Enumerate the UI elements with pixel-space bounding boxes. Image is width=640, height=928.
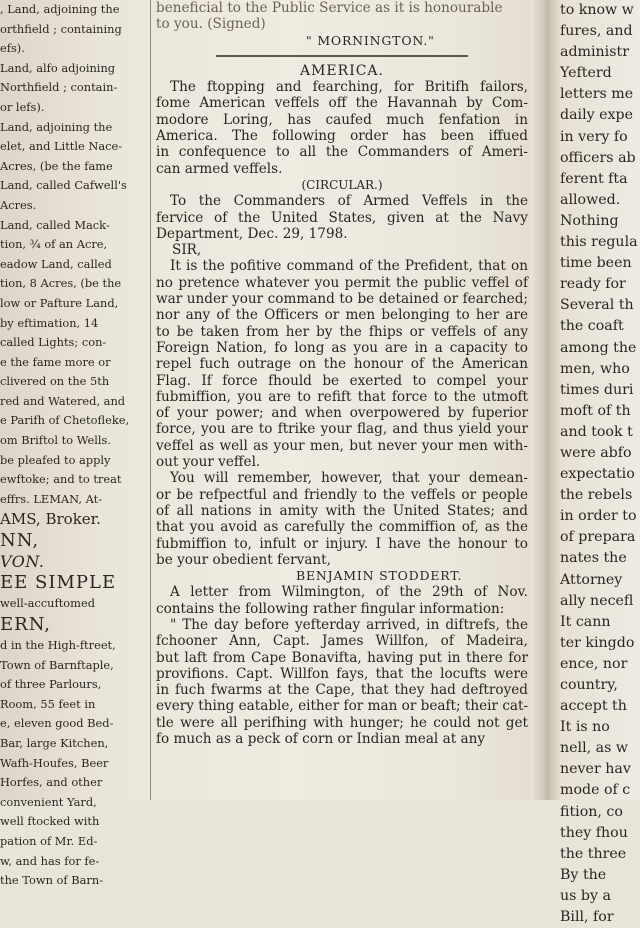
conduct-line: fubmiffion to, infult or injury. I have the honour to bbox=[156, 535, 528, 552]
left-column-line: Horfes, and other bbox=[0, 775, 103, 790]
right-column-line: to know w bbox=[560, 2, 634, 18]
left-column-line: Land, called Mack- bbox=[0, 217, 110, 232]
right-column-line: never hav bbox=[560, 761, 631, 778]
previous-article-line: to you. (Signed) bbox=[156, 16, 266, 33]
right-column-line: It is no bbox=[560, 719, 610, 736]
right-column-line: Yefterd bbox=[560, 65, 612, 82]
intro-line: in confequence to all the Commanders of Ameri- bbox=[156, 144, 528, 161]
order-line: of your power; and when overpowered by fuperior bbox=[156, 405, 528, 422]
left-column-line: Town of Barnftaple, bbox=[0, 657, 114, 672]
left-column-line: low or Pafture Land, bbox=[0, 295, 119, 310]
right-column-line: Several th bbox=[560, 297, 634, 314]
page-fold-shadow bbox=[530, 0, 562, 800]
right-column-line: officers ab bbox=[560, 149, 636, 166]
conduct-line: You will remember, however, that your demean- bbox=[170, 470, 528, 487]
left-column-line: tion, ¾ of an Acre, bbox=[0, 237, 108, 252]
column-rule-left bbox=[150, 0, 151, 800]
letter-intro-line: contains the following rather fingular information: bbox=[156, 600, 505, 617]
circular-label: (CIRCULAR.) bbox=[301, 177, 383, 192]
right-column-line: among the bbox=[560, 339, 637, 356]
letter-body-line: " The day before yefterday arrived, in diftrefs, the bbox=[170, 616, 528, 633]
right-column-line: in order to bbox=[560, 508, 637, 525]
letter-body-line: tle were all perifhing with hunger; he could not get bbox=[156, 714, 528, 731]
left-column-line: e the fame more or bbox=[0, 354, 111, 369]
right-column-line: moft of th bbox=[560, 402, 631, 419]
order-line: It is the pofitive command of the Prefident, that on bbox=[170, 258, 528, 275]
left-column-line: convenient Yard, bbox=[0, 794, 97, 809]
left-column-line: the Town of Barn- bbox=[0, 873, 104, 888]
conduct-line: or be refpectful and friendly to the veffels or people bbox=[156, 486, 528, 503]
right-column-line: country, bbox=[560, 677, 618, 693]
right-column-line: us by a bbox=[560, 887, 611, 904]
left-column-line: well ftocked with bbox=[0, 814, 100, 829]
left-column-line: VON. bbox=[0, 552, 45, 572]
conduct-line: that you avoid as carefully the commiffion of, as the bbox=[156, 519, 528, 536]
right-column-line: time been bbox=[560, 255, 632, 272]
right-column-line: fition, co bbox=[560, 803, 623, 820]
left-column-line: e, eleven good Bed- bbox=[0, 716, 114, 731]
right-column-line: and took t bbox=[560, 423, 633, 440]
right-column-line: in very fo bbox=[560, 128, 628, 145]
right-column-line: Nothing bbox=[560, 212, 619, 229]
order-line: fubmiffion, you are to refift that force to the utmoft bbox=[156, 388, 528, 405]
salutation: SIR, bbox=[172, 242, 202, 259]
left-column-line: Land, adjoining the bbox=[0, 119, 113, 134]
right-column-line: Bill, for bbox=[560, 909, 614, 926]
wilmington-letter-intro bbox=[156, 584, 528, 617]
right-column-line: It cann bbox=[560, 613, 611, 630]
left-column-line: tion, 8 Acres, (be the bbox=[0, 276, 122, 291]
left-column-line: clivered on the 5th bbox=[0, 374, 110, 389]
conduct-paragraph bbox=[156, 470, 528, 568]
left-column-line: e Parifh of Chetofleke, bbox=[0, 413, 130, 428]
wilmington-letter-body bbox=[156, 617, 528, 747]
left-column-line: or lefs). bbox=[0, 99, 45, 114]
right-column-line: Attorney bbox=[560, 571, 623, 588]
left-column-line: Land, alfo adjoining bbox=[0, 60, 116, 75]
order-line: nor any of the Officers or men belonging to her are bbox=[156, 307, 528, 324]
right-column-line: By the bbox=[560, 866, 607, 883]
article-heading: AMERICA. bbox=[299, 62, 384, 79]
order-line: war under your command to be detained or fearched; bbox=[156, 291, 528, 308]
address-line: Department, Dec. 29, 1798. bbox=[156, 225, 348, 242]
left-column-line: Acres. bbox=[0, 197, 37, 212]
order-line: Flag. If force fhould be exerted to compel your bbox=[156, 372, 528, 389]
left-column bbox=[0, 0, 146, 888]
right-column-line: expectatio bbox=[560, 466, 635, 483]
left-column-line: effrs. LEMAN, At- bbox=[0, 491, 103, 506]
conduct-line: of all nations in amity with the United States; and bbox=[156, 502, 528, 519]
right-column-line: the three bbox=[560, 845, 627, 862]
stoddert-signature: BENJAMIN STODDERT. bbox=[296, 568, 463, 584]
right-column-line: they fhou bbox=[560, 824, 628, 841]
center-column bbox=[156, 0, 528, 800]
right-column-line: mode of c bbox=[560, 782, 631, 799]
letter-body-line: every thing eatable, either for man or beaft; their cat- bbox=[156, 698, 529, 715]
previous-article-line: beneficial to the Public Service as it is honourable bbox=[156, 0, 503, 16]
right-column-line: ter kingdo bbox=[560, 634, 635, 651]
address-line: fervice of the United States, given at the Navy bbox=[156, 209, 528, 226]
right-column-line: letters me bbox=[560, 86, 634, 103]
left-column-line: efs). bbox=[0, 41, 25, 56]
intro-line: America. The following order has been iffued bbox=[156, 128, 528, 145]
right-column-line: were abfo bbox=[560, 444, 632, 461]
right-column-line: ready for bbox=[560, 276, 626, 293]
left-column-line: , Land, adjoining the bbox=[0, 2, 120, 16]
left-column-line: Northfield ; contain- bbox=[0, 80, 118, 95]
intro-line: can armed veffels. bbox=[156, 160, 283, 177]
order-line: no pretence whatever you permit the public veffel of bbox=[156, 274, 528, 291]
right-column-line: this regula bbox=[560, 234, 638, 251]
address-line: To the Commanders of Armed Veffels in the bbox=[170, 193, 528, 210]
letter-intro-line: A letter from Wilmington, of the 29th of Nov. bbox=[170, 584, 528, 601]
left-column-line: Room, 55 feet in bbox=[0, 696, 96, 711]
letter-body-line: but laft from Cape Bonavifta, having put in there for bbox=[156, 649, 528, 666]
right-column-line: administr bbox=[560, 44, 629, 61]
right-column-line: nell, as w bbox=[560, 740, 629, 757]
order-line: out your veffel. bbox=[156, 454, 261, 471]
right-column-line: ferent fta bbox=[560, 170, 628, 187]
right-column-line: nates the bbox=[560, 550, 627, 567]
right-column bbox=[560, 0, 640, 926]
right-column-line: times duri bbox=[560, 381, 634, 398]
left-column-line: red and Watered, and bbox=[0, 393, 126, 408]
left-column-line: Land, called Cafwell's bbox=[0, 178, 127, 193]
left-column-line: Bar, large Kitchen, bbox=[0, 736, 109, 750]
left-column-line: w, and has for fe- bbox=[0, 853, 100, 868]
left-column-line: d in the High-ftreet, bbox=[0, 638, 116, 653]
right-column-line: men, who bbox=[560, 360, 630, 377]
left-column-line: ERN, bbox=[0, 614, 52, 636]
order-line: veffel as well as your men, but never your men with- bbox=[156, 437, 528, 454]
right-column-line: ally necefl bbox=[560, 592, 634, 609]
mornington-signature: " MORNINGTON." bbox=[306, 32, 435, 48]
letter-body-line: in fuch fwarms at the Cape, that they had deftroyed bbox=[156, 682, 528, 699]
letter-body-line: fchooner Ann, Capt. James Willfon, of Madeira, bbox=[156, 633, 528, 650]
right-column-line: fures, and bbox=[560, 23, 633, 40]
order-line: Foreign Nation, fo long as you are in a capacity to bbox=[156, 339, 528, 356]
left-column-line: Acres, (be the fame bbox=[0, 158, 113, 173]
article-intro bbox=[156, 79, 528, 177]
left-column-line: elet, and Little Nace- bbox=[0, 139, 123, 154]
left-column-line: EE SIMPLE bbox=[0, 572, 117, 594]
left-column-line: om Briftol to Wells. bbox=[0, 433, 111, 448]
order-line: to be taken from her by the fhips or veffels of any bbox=[156, 323, 528, 340]
left-column-line: be pleafed to apply bbox=[0, 452, 111, 467]
right-column-line: daily expe bbox=[560, 107, 634, 124]
left-column-line: by eftimation, 14 bbox=[0, 315, 99, 330]
letter-body-line: provifions. Capt. Willfon fays, that the locufts were bbox=[156, 665, 528, 682]
intro-line: modore Loring, has caufed much fenfation in bbox=[156, 111, 528, 128]
right-column-line: allowed. bbox=[560, 191, 621, 208]
left-column-line: pation of Mr. Ed- bbox=[0, 833, 98, 848]
left-column-line: Wafh-Houfes, Beer bbox=[0, 755, 109, 770]
left-column-line: eadow Land, called bbox=[0, 256, 112, 271]
left-column-line: orthfield ; containing bbox=[0, 21, 122, 36]
left-column-line: called Lights; con- bbox=[0, 335, 107, 350]
right-column-line: of prepara bbox=[560, 529, 636, 546]
right-column-line: accept th bbox=[560, 698, 627, 715]
intro-line: fome American veffels off the Havannah by Com- bbox=[156, 95, 528, 112]
right-column-line: ence, nor bbox=[560, 655, 628, 672]
circular-address bbox=[156, 193, 528, 242]
left-column-line: of three Parlours, bbox=[0, 677, 102, 692]
right-column-line: the rebels bbox=[560, 487, 633, 504]
order-line: repel fuch outrage on the honour of the American bbox=[156, 356, 528, 373]
article-divider bbox=[216, 55, 468, 57]
intro-line: The ftopping and fearching, for Britifh failors, bbox=[170, 79, 528, 96]
letter-body-line: fo much as a peck of corn or Indian meal at any bbox=[156, 731, 486, 748]
conduct-line: be your obedient fervant, bbox=[156, 551, 331, 568]
left-column-line: NN, bbox=[0, 530, 40, 552]
right-column-line: the coaft bbox=[560, 318, 624, 335]
order-paragraph bbox=[156, 258, 528, 470]
previous-article-end bbox=[156, 0, 528, 33]
left-column-line: ewftoke; and to treat bbox=[0, 472, 122, 487]
left-column-line: AMS, Broker. bbox=[0, 510, 101, 529]
order-line: force, you are to ftrike your flag, and thus yield your bbox=[156, 421, 528, 438]
left-column-line: well-accuftomed bbox=[0, 596, 95, 611]
